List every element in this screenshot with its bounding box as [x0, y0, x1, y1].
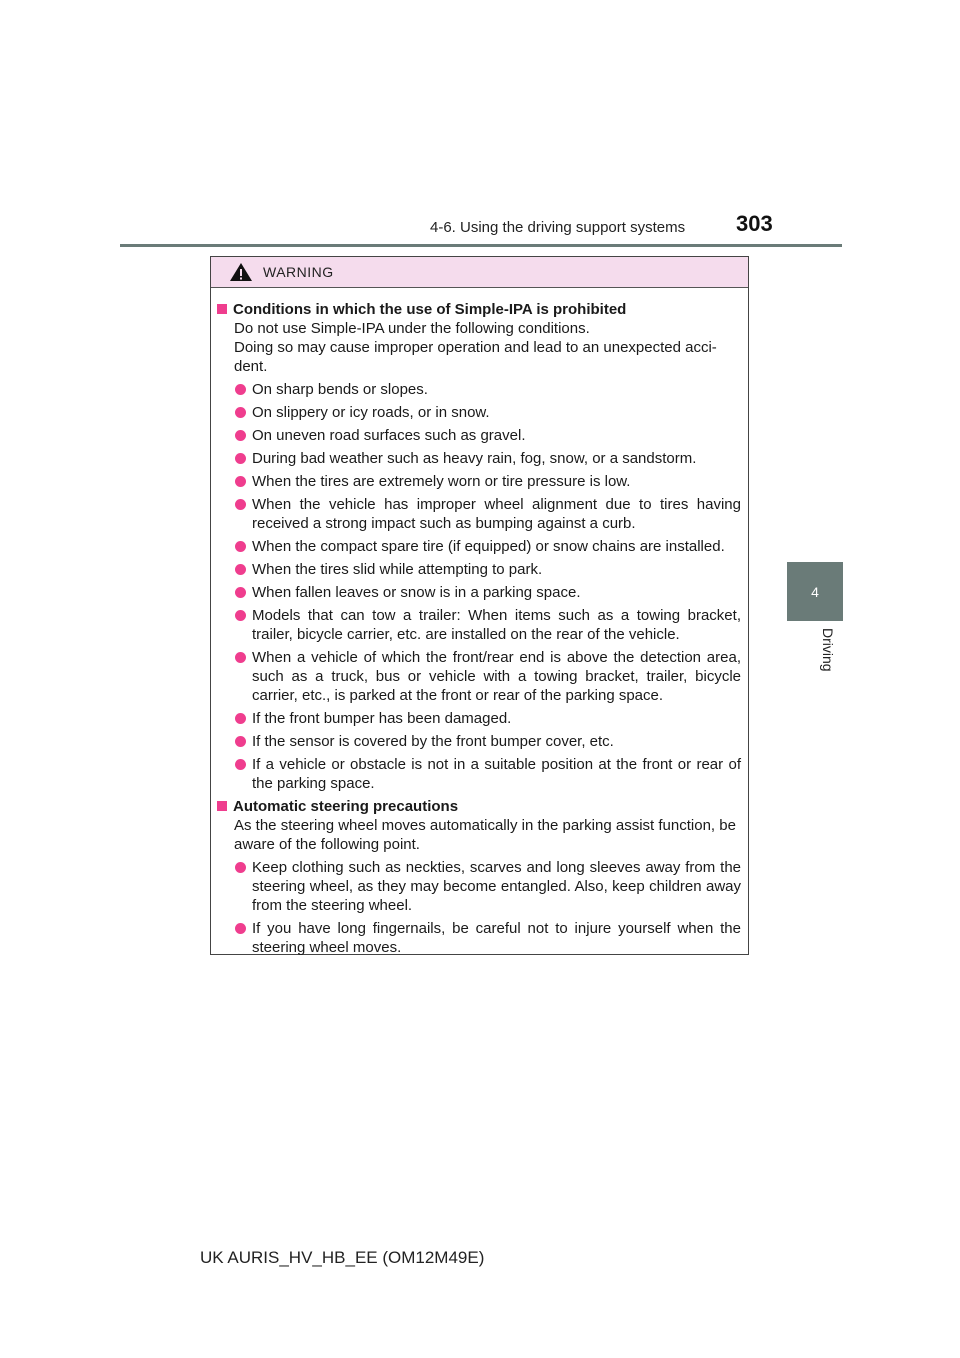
bullet-item: [217, 426, 741, 445]
bullet-item: [217, 537, 741, 556]
circle-bullet-icon: [235, 759, 246, 770]
bullet-text: On slippery or icy roads, or in snow.: [252, 404, 490, 421]
section-paragraph: Do not use Simple-IPA under the following conditions.: [234, 320, 590, 337]
section-paragraph: Doing so may cause improper operation and lead to an unexpected acci-dent.: [234, 339, 717, 375]
circle-bullet-icon: [235, 499, 246, 510]
circle-bullet-icon: [235, 713, 246, 724]
warning-section: [217, 797, 741, 957]
section-heading-text: Automatic steering precautions: [233, 798, 459, 815]
bullet-text: If you have long fingernails, be careful not to injure yourself when the steering wheel moves.: [252, 920, 741, 956]
bullet-text: If a vehicle or obstacle is not in a suitable position at the front or rear of the parking space.: [252, 756, 741, 792]
bullet-text: On uneven road surfaces such as gravel.: [252, 427, 526, 444]
bullet-text: During bad weather such as heavy rain, fog, snow, or a sandstorm.: [252, 450, 697, 467]
circle-bullet-icon: [235, 430, 246, 441]
section-paragraph: As the steering wheel moves automatically in the parking assist function, be aware of the following point.: [234, 817, 736, 853]
warning-header: [211, 257, 748, 288]
circle-bullet-icon: [235, 862, 246, 873]
bullet-item: [217, 449, 741, 468]
bullet-item: [217, 380, 741, 399]
warning-section: [217, 300, 741, 793]
warning-body: [211, 288, 748, 957]
bullet-item: [217, 606, 741, 644]
bullet-item: [217, 858, 741, 915]
bullet-text: When fallen leaves or snow is in a parking space.: [252, 584, 581, 601]
warning-title: WARNING: [263, 264, 334, 280]
section-title: 4-6. Using the driving support systems: [430, 219, 686, 236]
bullet-text: If the sensor is covered by the front bumper cover, etc.: [252, 733, 614, 750]
bullet-item: [217, 560, 741, 579]
warning-box: [210, 256, 749, 955]
circle-bullet-icon: [235, 923, 246, 934]
circle-bullet-icon: [235, 736, 246, 747]
bullet-item: [217, 732, 741, 751]
bullet-text: Keep clothing such as neckties, scarves and long sleeves away from the steering wheel, as they may become entangled. Also, keep children away from the steering wheel.: [252, 859, 741, 914]
bullet-item: [217, 709, 741, 728]
bullet-item: [217, 755, 741, 793]
circle-bullet-icon: [235, 541, 246, 552]
bullet-text: When a vehicle of which the front/rear end is above the detection area, such as a truck, bus or vehicle with a towing bracket, trailer, bicycle carrier, etc., is parked at the front or rear of the parking space.: [252, 649, 741, 704]
circle-bullet-icon: [235, 407, 246, 418]
bullet-text: When the compact spare tire (if equipped) or snow chains are installed.: [252, 538, 725, 555]
section-heading: [217, 300, 741, 319]
header-divider: [120, 244, 842, 247]
bullet-item: [217, 919, 741, 957]
warning-triangle-icon: [229, 262, 253, 282]
bullet-item: [217, 648, 741, 705]
chapter-tab[interactable]: [787, 562, 843, 621]
section-heading-text: Conditions in which the use of Simple-IPA is prohibited: [233, 301, 627, 318]
bullet-text: When the tires slid while attempting to park.: [252, 561, 543, 578]
square-bullet-icon: [217, 801, 227, 811]
circle-bullet-icon: [235, 652, 246, 663]
circle-bullet-icon: [235, 564, 246, 575]
page-number: 303: [736, 211, 773, 236]
manual-code: UK AURIS_HV_HB_EE (OM12M49E): [200, 1248, 485, 1267]
bullet-text: On sharp bends or slopes.: [252, 381, 428, 398]
section-heading: [217, 797, 741, 816]
circle-bullet-icon: [235, 476, 246, 487]
bullet-text: If the front bumper has been damaged.: [252, 710, 512, 727]
bullet-list: [217, 380, 741, 793]
bullet-text: Models that can tow a trailer: When items such as a towing bracket, trailer, bicycle carrier, etc. are installed on the rear of the vehicle.: [252, 607, 741, 643]
bullet-item: [217, 403, 741, 422]
bullet-item: [217, 495, 741, 533]
bullet-text: When the vehicle has improper wheel alignment due to tires having received a strong impact such as bumping against a curb.: [252, 496, 741, 532]
square-bullet-icon: [217, 304, 227, 314]
bullet-item: [217, 583, 741, 602]
circle-bullet-icon: [235, 587, 246, 598]
chapter-number: 4: [811, 583, 819, 600]
circle-bullet-icon: [235, 453, 246, 464]
circle-bullet-icon: [235, 384, 246, 395]
chapter-label: Driving: [820, 628, 836, 672]
circle-bullet-icon: [235, 610, 246, 621]
bullet-list: [217, 858, 741, 957]
bullet-text: When the tires are extremely worn or tire pressure is low.: [252, 473, 631, 490]
bullet-item: [217, 472, 741, 491]
